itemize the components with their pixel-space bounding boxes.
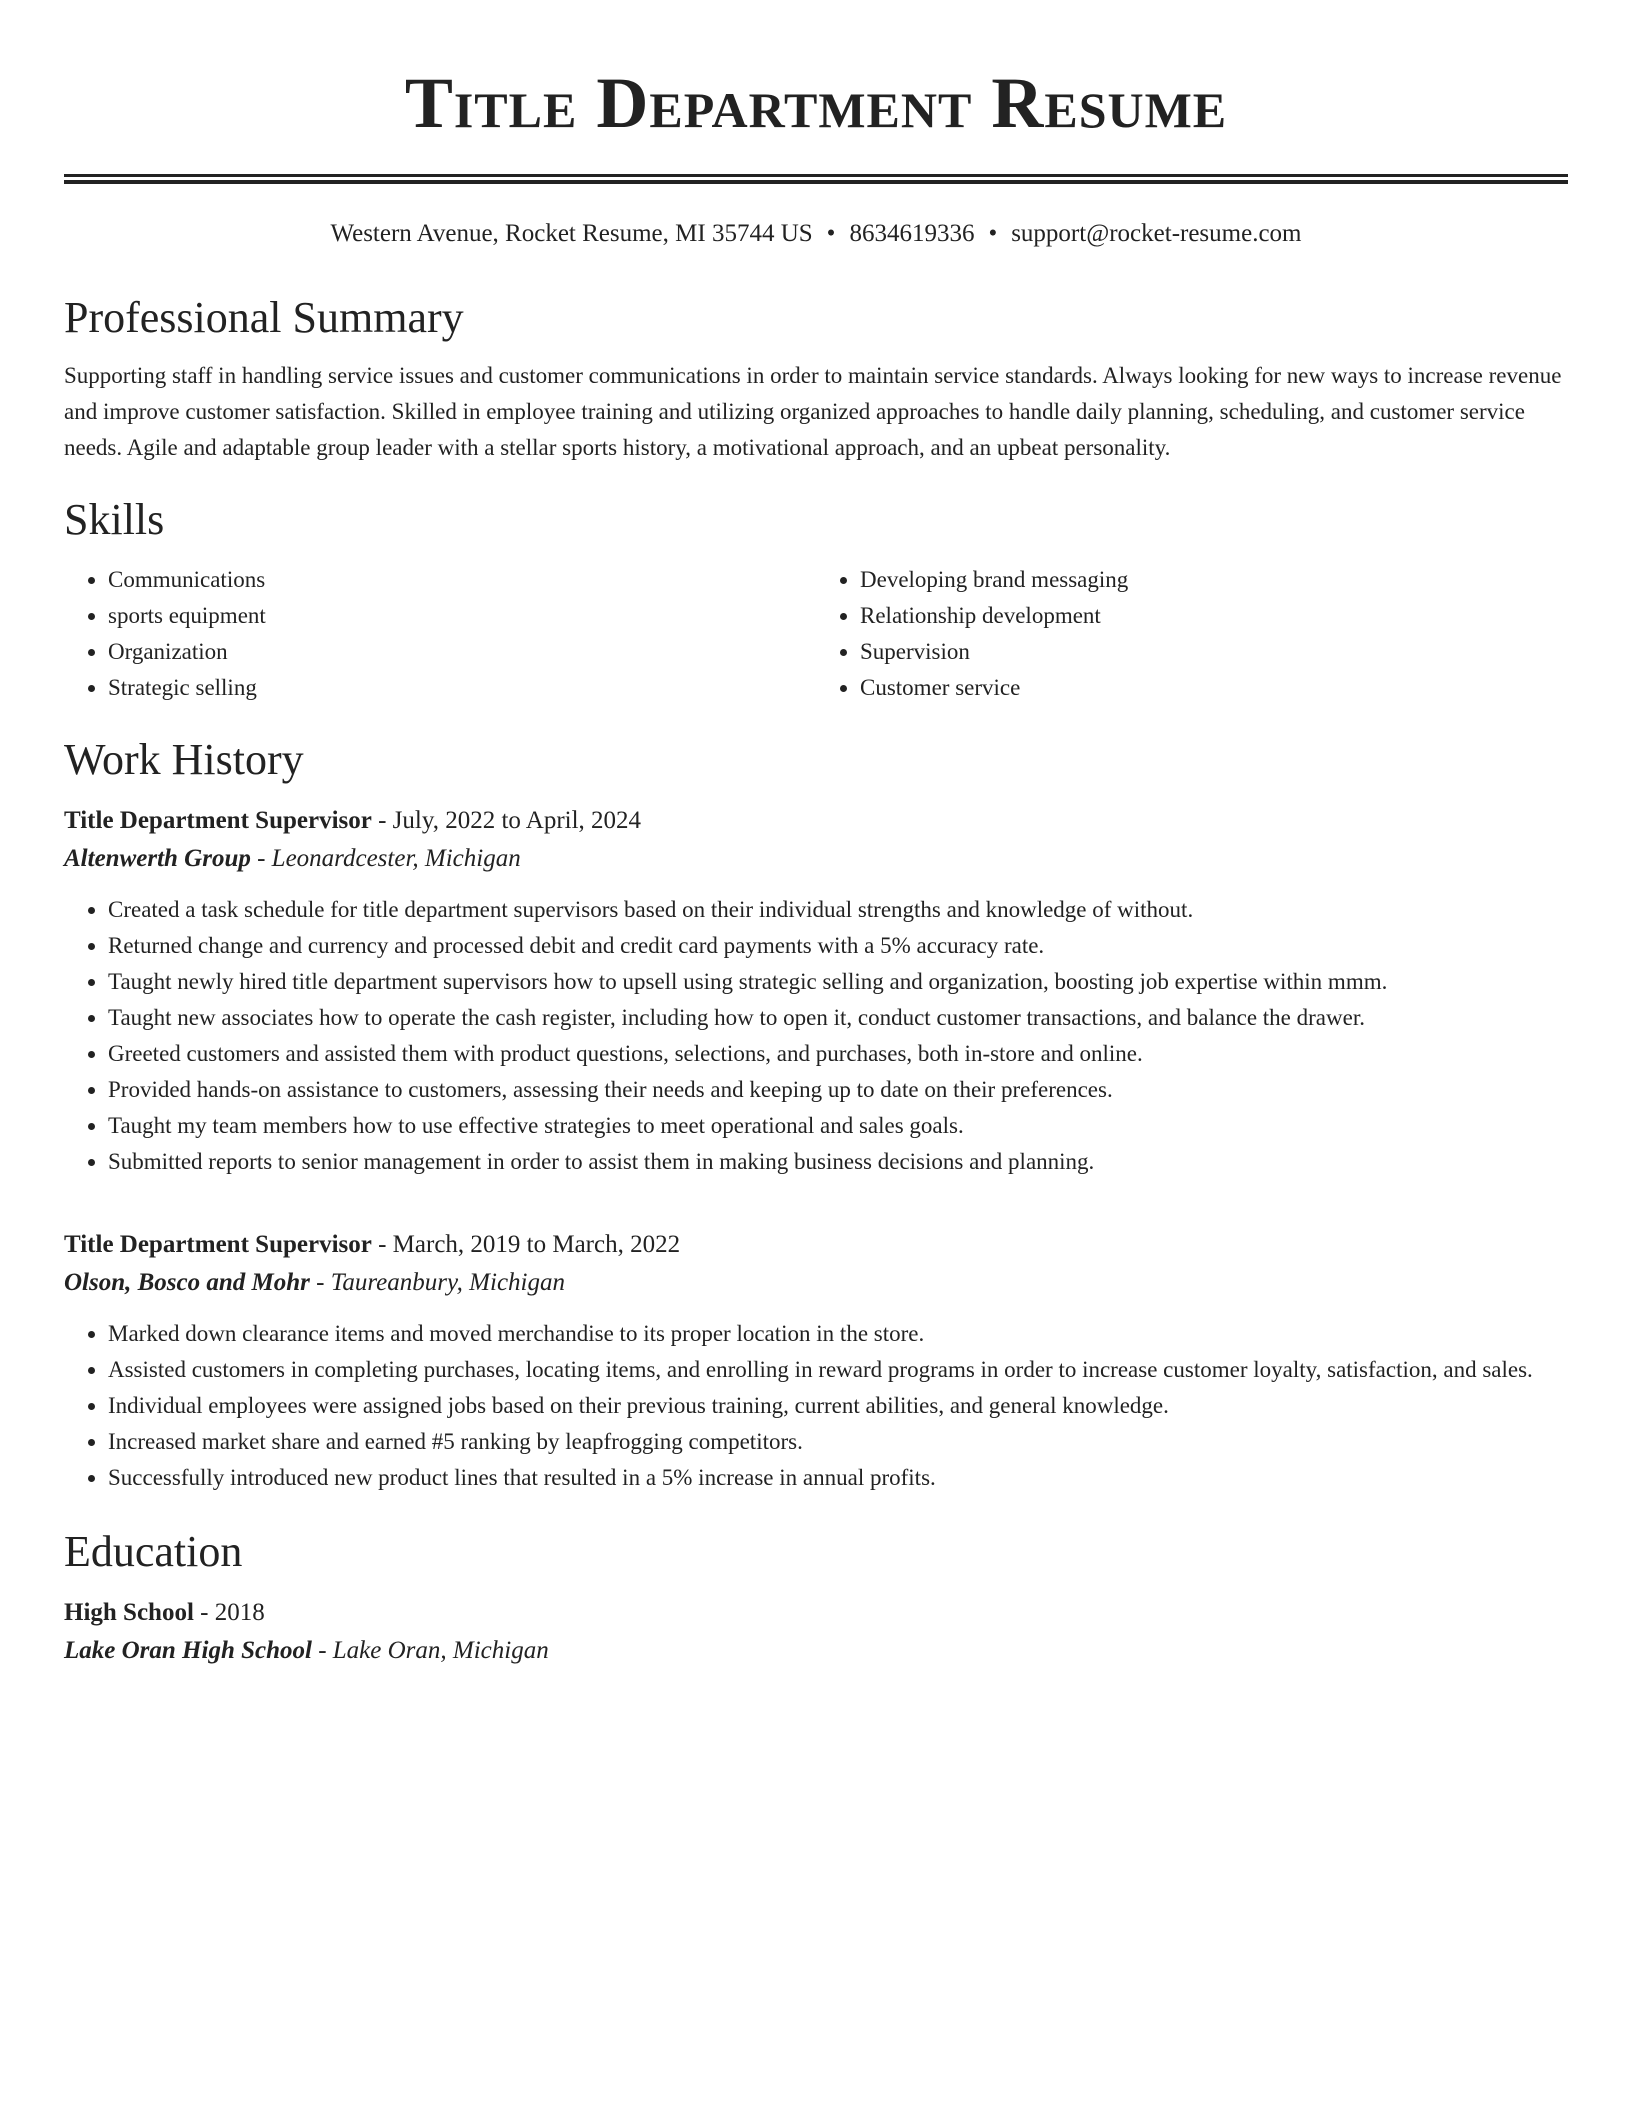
job-bullet: • Individual employees were assigned jobs based on their previous training, current abilities, and general knowledge. [108,1388,1568,1424]
skill-item: • Organization [108,634,816,670]
skills-list [64,562,1568,706]
job-entry [64,802,1568,1180]
job-bullet: • Returned change and currency and processed debit and credit card payments with a 5% accuracy rate. [108,928,1568,964]
job-title-line [64,802,1568,840]
contact-email: support@rocket-resume.com [1011,220,1302,247]
job-dates: - July, 2022 to April, 2024 [371,807,642,834]
contact-address: Western Avenue, Rocket Resume, MI 35744 US [330,220,813,247]
job-title: Title Department Supervisor [64,1231,372,1258]
skill-item: • sports equipment [108,598,816,634]
job-bullets [64,1316,1568,1496]
education-heading: Education [64,1527,243,1576]
job-title: Title Department Supervisor [64,807,372,834]
skill-item: • Relationship development [860,598,1568,634]
education-year: - 2018 [193,1599,265,1626]
job-bullet: • Provided hands-on assistance to customers, assessing their needs and keeping up to date on their preferences. [108,1072,1568,1108]
job-company-line [64,1264,1568,1302]
job-bullet: • Assisted customers in completing purchases, locating items, and enrolling in reward programs in order to increase customer loyalty, satisfaction, and sales. [108,1352,1568,1388]
skill-item: • Supervision [860,634,1568,670]
job-bullet: • Taught newly hired title department supervisors how to upsell using strategic selling and organization, boosting job expertise within mmm. [108,964,1568,1000]
skill-item: • Strategic selling [108,670,816,706]
job-bullet: • Greeted customers and assisted them with product questions, selections, and purchases, both in-store and online. [108,1036,1568,1072]
education-degree-line [64,1594,1568,1632]
job-bullets [64,892,1568,1180]
education-school: Lake Oran High School [64,1637,312,1664]
summary-text: Supporting staff in handling service issues and customer communications in order to maintain service standards. Always looking for new ways to increase revenue and improve customer satisfaction. Skilled in employee training and utilizing organized approaches to handle daily planning, scheduling, and customer service needs. Agile and adaptable group leader with a stellar sports history, a motivational approach, and an upbeat personality. [64,363,1562,460]
skill-item: • Communications [108,562,816,598]
education-location: - Lake Oran, Michigan [311,1637,549,1664]
skill-item: • Customer service [860,670,1568,706]
job-title-line [64,1226,1568,1264]
summary-heading: Professional Summary [64,293,464,342]
title-divider [64,174,1568,184]
education-degree: High School [64,1599,194,1626]
contact-line [64,218,1568,250]
job-company: Altenwerth Group [64,845,251,872]
contact-separator: • [826,220,836,247]
job-bullet: • Submitted reports to senior management in order to assist them in making business decisions and planning. [108,1144,1568,1180]
job-company-line [64,840,1568,878]
job-dates: - March, 2019 to March, 2022 [371,1231,681,1258]
skills-column-right [816,562,1568,706]
job-entry [64,1226,1568,1496]
job-location: - Leonardcester, Michigan [250,845,521,872]
work-history-heading: Work History [64,735,304,784]
job-bullet: • Successfully introduced new product lines that resulted in a 5% increase in annual profits. [108,1460,1568,1496]
contact-separator: • [988,220,998,247]
job-location: - Taureanbury, Michigan [309,1269,565,1296]
skills-heading: Skills [64,495,165,544]
education-school-line [64,1632,1568,1670]
job-bullet: • Marked down clearance items and moved merchandise to its proper location in the store. [108,1316,1568,1352]
contact-phone: 8634619336 [849,220,975,247]
job-bullet: • Taught my team members how to use effective strategies to meet operational and sales goals. [108,1108,1568,1144]
job-bullet: • Increased market share and earned #5 ranking by leapfrogging competitors. [108,1424,1568,1460]
job-bullet: • Taught new associates how to operate the cash register, including how to open it, conduct customer transactions, and balance the drawer. [108,1000,1568,1036]
job-company: Olson, Bosco and Mohr [64,1269,310,1296]
job-bullet: • Created a task schedule for title department supervisors based on their individual strengths and knowledge of without. [108,892,1568,928]
skills-column-left [64,562,816,706]
resume-title: Title Department Resume [404,63,1228,143]
education-entry [64,1594,1568,1670]
skill-item: • Developing brand messaging [860,562,1568,598]
